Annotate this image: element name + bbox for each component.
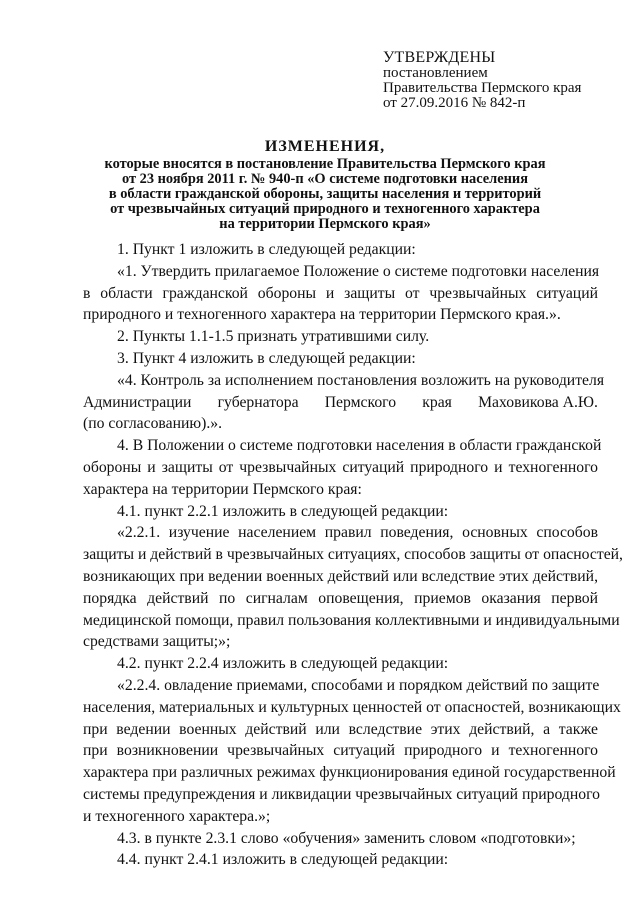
- paragraph-line: обороны и защиты от чрезвычайных ситуаций природного и техногенного: [83, 458, 598, 476]
- subtitle-line: в области гражданской обороны, защиты населения и территорий: [108, 186, 542, 202]
- approval-heading: УТВЕРЖДЕНЫ: [383, 49, 496, 66]
- paragraph-10: [83, 675, 621, 828]
- paragraph-9: 4.2. пункт 2.2.4 изложить в следующей редакции:: [117, 655, 449, 673]
- paragraph-3: 2. Пункты 1.1-1.5 признать утратившими силу.: [117, 328, 430, 346]
- paragraph-line: [83, 392, 598, 414]
- paragraph-line: медицинской помощи, правил пользования коллективными и индивидуальными: [83, 611, 620, 629]
- document-body: [83, 239, 623, 871]
- word: Администрации: [83, 393, 192, 411]
- subtitle-line: которые вносятся в постановление Правительства Пермского края: [104, 156, 546, 172]
- subtitle-line: на территории Пермского края»: [219, 216, 431, 232]
- paragraph-line: и техногенного характера.»;: [83, 807, 271, 825]
- approval-line: Правительства Пермского края: [383, 80, 582, 96]
- paragraph-1: 1. Пункт 1 изложить в следующей редакции:: [117, 241, 416, 258]
- paragraph-5: [83, 370, 605, 435]
- paragraph-line: порядка действий по сигналам оповещения, приемов оказания первой: [83, 589, 598, 607]
- word: Пермского: [324, 393, 397, 411]
- word: края: [422, 393, 452, 411]
- word: Маховикова А.Ю.: [478, 393, 598, 411]
- paragraph-4: 3. Пункт 4 изложить в следующей редакции:: [117, 349, 416, 367]
- paragraph-12: 4.4. пункт 2.4.1 изложить в следующей редакции:: [117, 851, 449, 869]
- document-subtitle: [90, 157, 560, 232]
- paragraph-line: «2.2.1. изучение населением правил поведения, основных способов: [117, 524, 598, 542]
- paragraph-line: при ведении военных действий или вследствие этих действий, а также: [83, 720, 598, 738]
- paragraph-line: «1. Утвердить прилагаемое Положение о системе подготовки населения: [117, 262, 600, 280]
- paragraph-line: 4. В Положении о системе подготовки населения в области гражданской: [117, 437, 602, 455]
- paragraph-line: в области гражданской обороны и защиты от чрезвычайных ситуаций: [83, 284, 598, 302]
- paragraph-7: 4.1. пункт 2.2.1 изложить в следующей редакции:: [117, 502, 449, 520]
- approval-date: от 27.09.2016 № 842-п: [383, 95, 526, 111]
- paragraph-line: средствами защиты;»;: [83, 633, 231, 651]
- approval-line: постановлением: [383, 65, 488, 81]
- paragraph-line: возникающих при ведении военных действий или вследствие этих действий,: [83, 567, 598, 585]
- paragraph-line: (по согласованию).».: [83, 415, 223, 433]
- paragraph-line: «2.2.4. овладение приемами, способами и порядком действий по защите: [117, 676, 600, 694]
- paragraph-line: характера на территории Пермского края:: [83, 480, 362, 498]
- paragraph-11: 4.3. в пункте 2.3.1 слово «обучения» заменить словом «подготовки»;: [117, 829, 576, 847]
- paragraph-line: при возникновении чрезвычайных ситуаций природного и техногенного: [83, 742, 598, 760]
- paragraph-line: защиты и действий в чрезвычайных ситуациях, способов защиты от опасностей,: [83, 546, 623, 564]
- subtitle-line: от 23 ноября 2011 г. № 940-п «О системе подготовки населения: [121, 171, 529, 187]
- approval-stamp: [383, 50, 581, 111]
- document-title: ИЗМЕНЕНИЯ,: [264, 138, 386, 155]
- paragraph-8: [83, 522, 623, 653]
- paragraph-line: «4. Контроль за исполнением постановления возложить на руководителя: [117, 371, 605, 389]
- paragraph-6: [83, 435, 602, 500]
- paragraph-line: системы предупреждения и ликвидации чрезвычайных ситуаций природного: [83, 785, 600, 803]
- word: губернатора: [217, 393, 299, 411]
- paragraph-line: населения, материальных и культурных ценностей от опасностей, возникающих: [83, 698, 621, 716]
- paragraph-line: природного и техногенного характера на территории Пермского края.».: [83, 306, 561, 324]
- paragraph-line: характера при различных режимах функционирования единой государственной: [83, 764, 616, 782]
- subtitle-line: от чрезвычайных ситуаций природного и техногенного характера: [110, 201, 540, 217]
- paragraph-2: [83, 261, 598, 326]
